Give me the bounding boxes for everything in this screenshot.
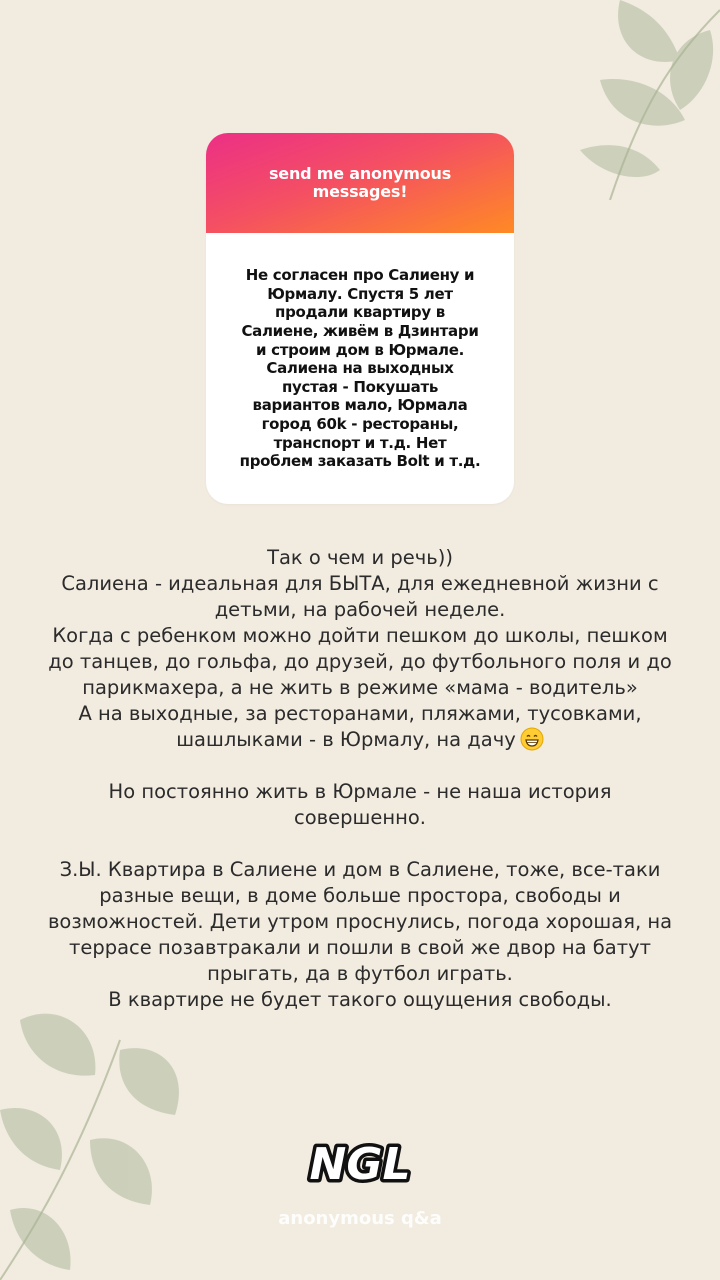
- caption-paragraph-1: [20, 545, 700, 753]
- footer-tagline: anonymous q&a: [278, 1208, 442, 1229]
- caption-paragraph-3: З.Ы. Квартира в Салиене и дом в Салиене, тоже, все-таки разные вещи, в доме больше простора, свободы и возможностей. Дети утром проснулись, погода хорошая, на террасе позавтракали и пошли в свой же двор на батут прыгать, да в футбол играть. В квартире не будет такого ощущения свободы.: [47, 858, 673, 1011]
- ngl-logo: [300, 1133, 420, 1193]
- anonymous-message: Не согласен про Салиену и Юрмалу. Спустя 5 лет продали квартиру в Салиене, живём в Дзинтари и строим дом в Юрмале. Салиена на выходных пустая - Покушать вариантов мало, Юрмала город 60k - рестораны, транспорт и т.д. Нет проблем заказать Bolt и т.д.: [239, 266, 481, 471]
- caption-paragraph-1-text: Так о чем и речь)) Салиена - идеальная для БЫТА, для ежедневной жизни с детьми, на рабочей неделе. Когда с ребенком можно дойти пешком до школы, пешком до танцев, до гольфа, до друзей, до футбольного поля и до парикмахера, а не жить в режиме «мама - водитель» А на выходные, за ресторанами, пляжами, тусовками, шашлыками - в Юрмалу, на дачу: [48, 546, 672, 751]
- story-caption: [20, 545, 700, 1013]
- caption-paragraph-2: Но постоянно жить в Юрмале - не наша история совершенно.: [108, 780, 612, 829]
- anonymous-question-card: [206, 133, 514, 504]
- card-prompt: send me anonymous messages!: [268, 164, 452, 201]
- card-body: [206, 233, 514, 504]
- leaves-decoration-top: [480, 0, 720, 200]
- ngl-logo-text: NGL: [309, 1139, 411, 1190]
- leaves-decoration-bottom: [0, 980, 220, 1280]
- grinning-face-emoji-icon: [520, 727, 544, 751]
- card-header: [206, 133, 514, 233]
